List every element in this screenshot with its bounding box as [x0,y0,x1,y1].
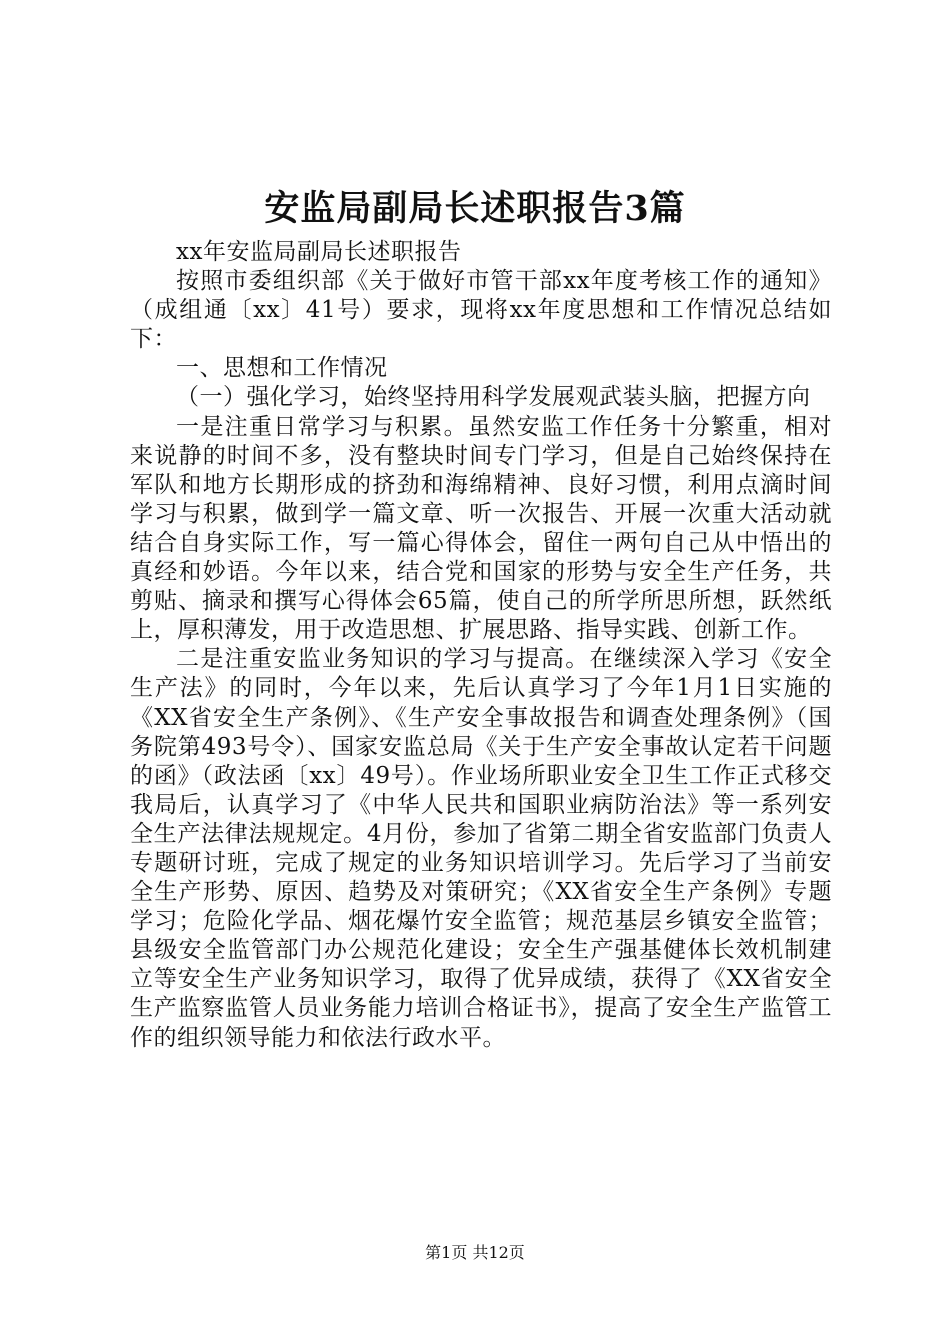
body-paragraph-daily-study: 一是注重日常学习与积累。虽然安监工作任务十分繁重，相对来说静的时间不多，没有整块时间专门学习，但是自己始终保持在军队和地方长期形成的挤劲和海绵精神、良好习惯，利用点滴时间学习与积累，做到学一篇文章、听一次报告、开展一次重大活动就结合自身实际工作，写一篇心得体会，留住一两句自己从中悟出的真经和妙语。今年以来，结合党和国家的形势与安全生产任务，共剪贴、摘录和撰写心得体会65篇，使自己的所学所思所想，跃然纸上，厚积薄发，用于改造思想、扩展思路、指导实践、创新工作。 [130,413,832,644]
subsection-heading: （一）强化学习，始终坚持用科学发展观武装头脑，把握方向 [176,384,811,411]
document-title: 安监局副局长述职报告3篇 [264,188,686,229]
body-paragraph-professional-study: 二是注重安监业务知识的学习与提高。在继续深入学习《安全生产法》的同时，今年以来，先后认真学习了今年1月1日实施的《XX省安全生产条例》、《生产安全事故报告和调查处理条例》（国务院第493号令）、国家安监总局《关于生产安全事故认定若干问题的函》（政法函〔xx〕49号）。作业场所职业安全卫生工作正式移交我局后，认真学习了《中华人民共和国职业病防治法》等一系列安全生产法律法规规定。4月份，参加了省第二期全省安监部门负责人专题研讨班，完成了规定的业务知识培训学习。先后学习了当前安全生产形势、原因、趋势及对策研究；《XX省安全生产条例》专题学习；危险化学品、烟花爆竹安全监管；规范基层乡镇安全监管；县级安全监管部门办公规范化建设；安全生产强基健体长效机制建立等安全生产业务知识学习，取得了优异成绩，获得了《XX省安全生产监察监管人员业务能力培训合格证书》，提高了安全生产监管工作的组织领导能力和依法行政水平。 [130,646,832,1051]
page-footer: 第1页 共12页 [425,1243,525,1262]
section-heading: 一、思想和工作情况 [176,355,388,382]
document-body [130,238,832,1053]
intro-paragraph: 按照市委组织部《关于做好市管干部xx年度考核工作的通知》（成组通〔xx〕41号）要求，现将xx年度思想和工作情况总结如下： [130,268,832,353]
report-subtitle: xx年安监局副局长述职报告 [176,239,462,265]
